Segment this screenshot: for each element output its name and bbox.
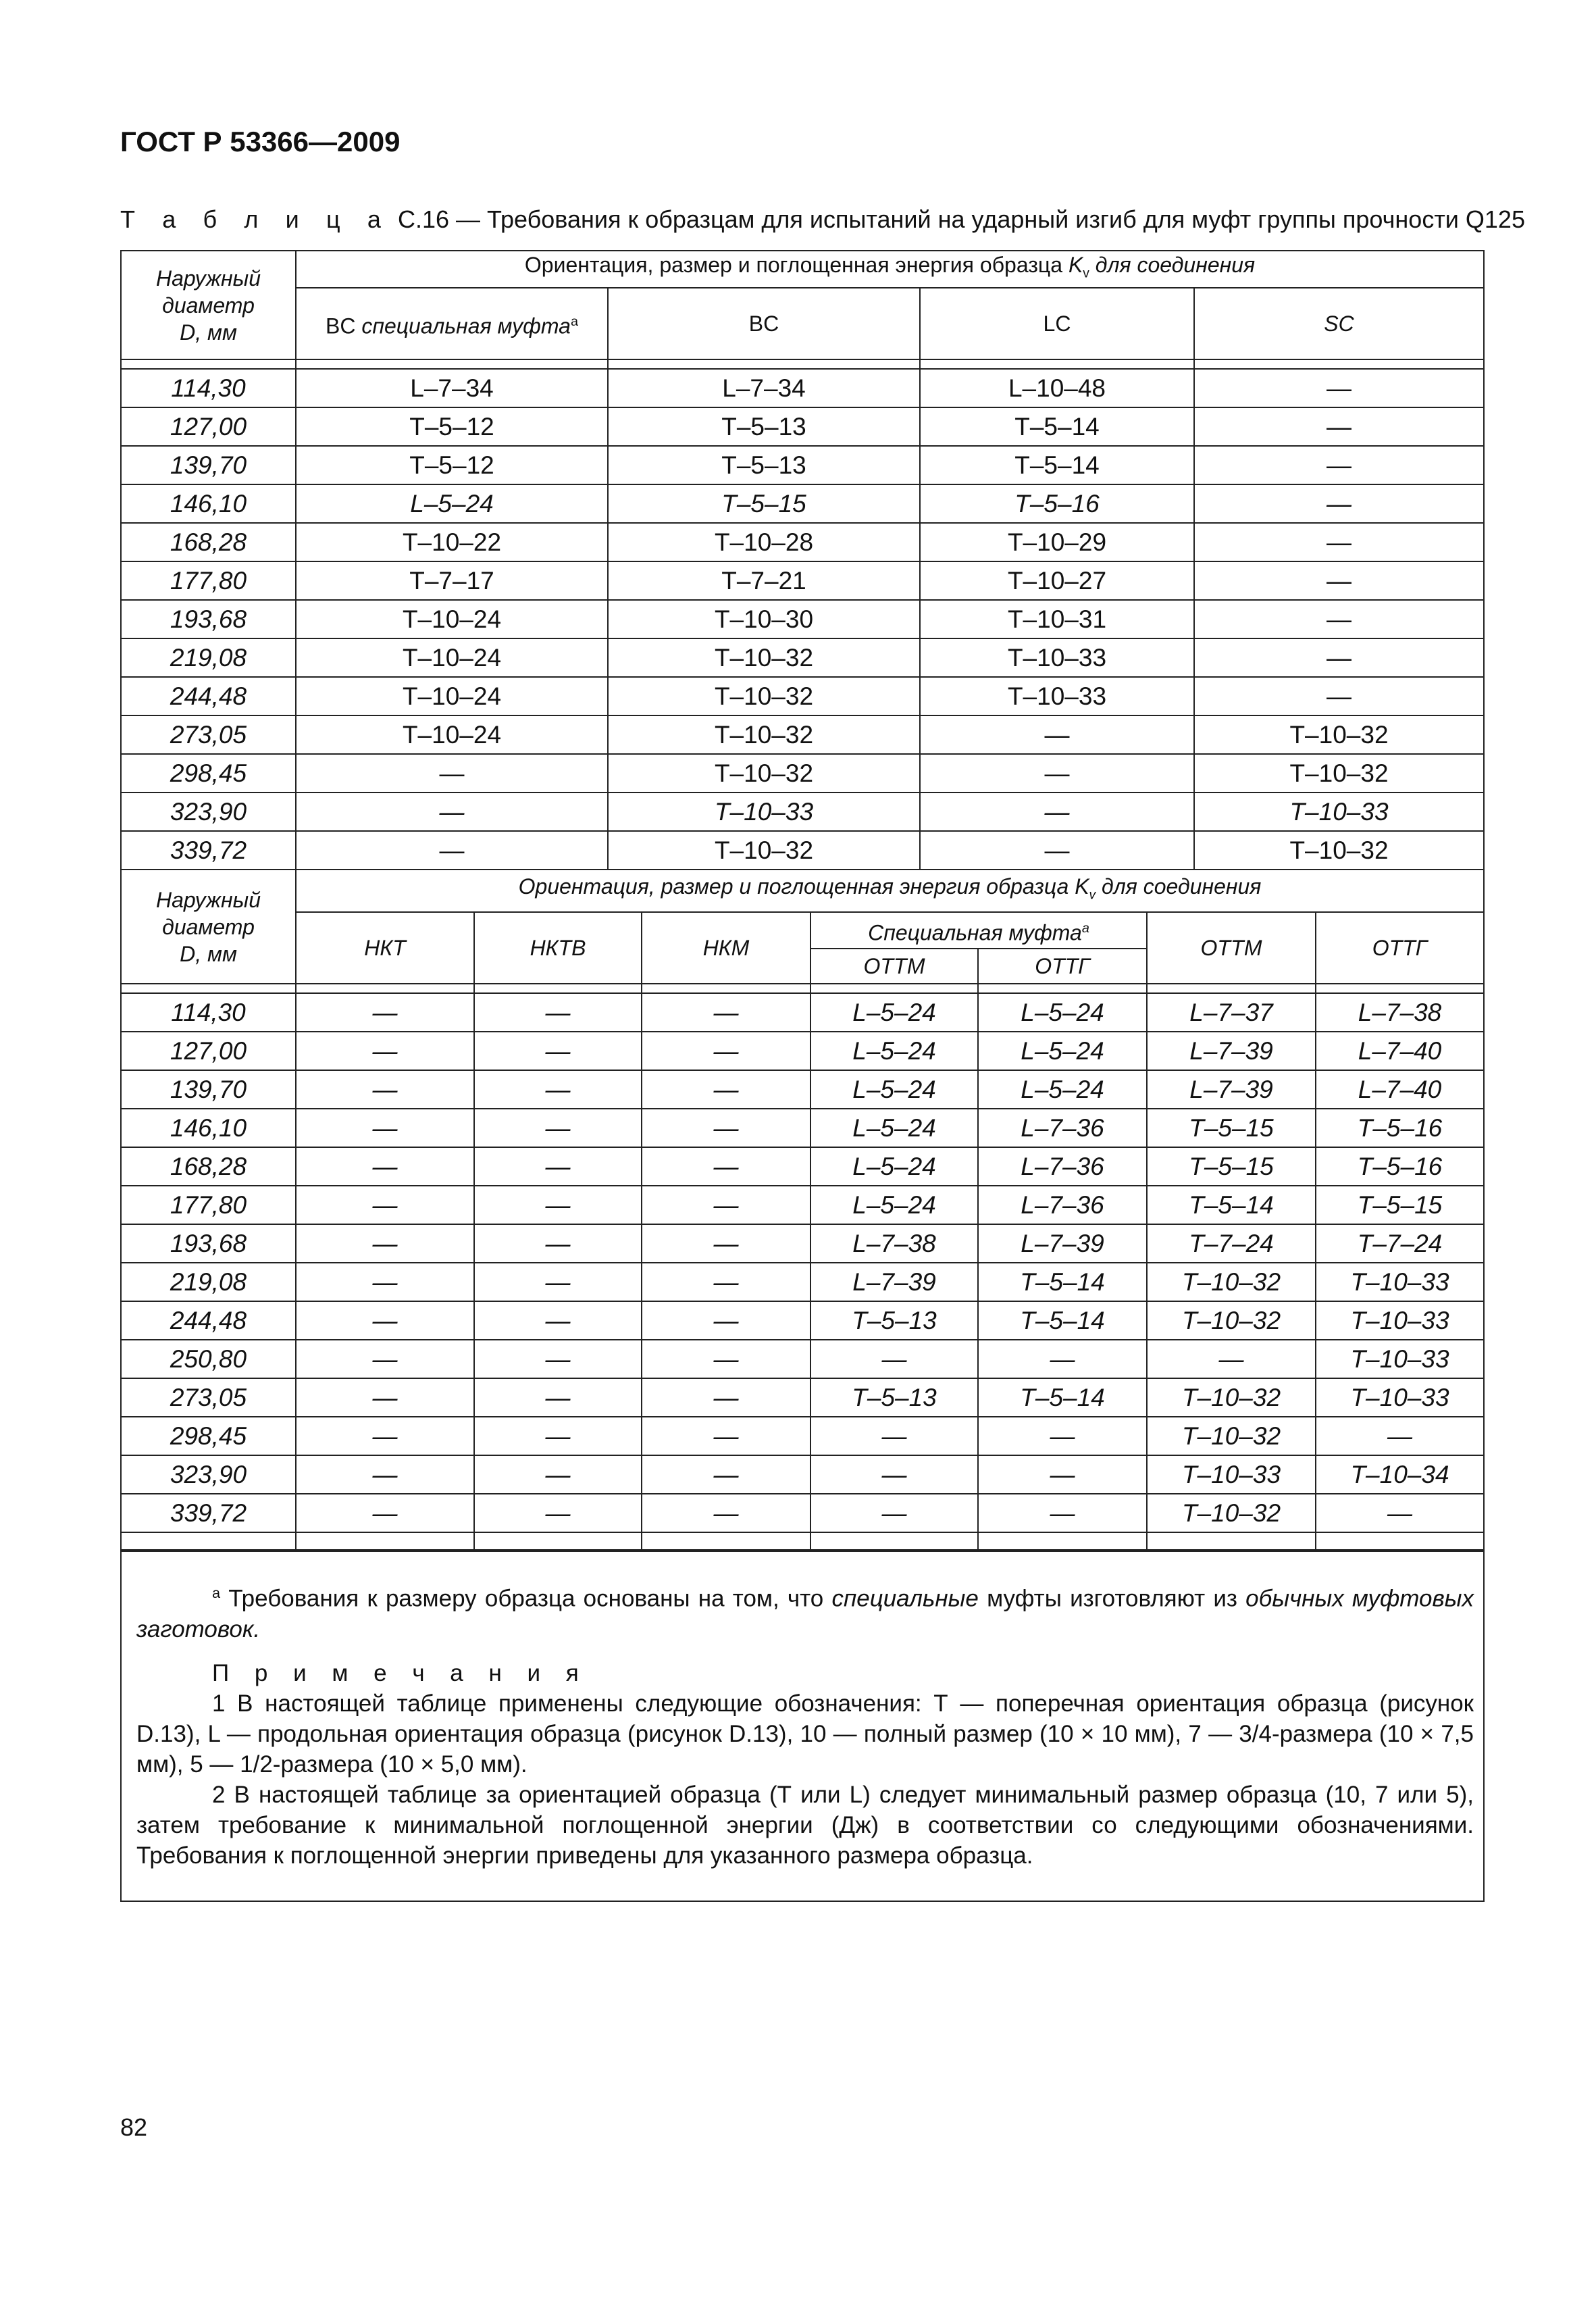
diameter-cell: 193,68 <box>122 1224 296 1263</box>
col-sc: SC <box>1194 288 1483 359</box>
value-cell: — <box>296 1263 474 1301</box>
diameter-header-2: Наружный диаметр D, мм <box>122 870 296 984</box>
value-cell: Т–10–32 <box>1147 1417 1316 1455</box>
value-cell: — <box>296 1417 474 1455</box>
value-cell: Т–5–13 <box>608 446 920 484</box>
value-cell: Т–7–21 <box>608 561 920 600</box>
value-cell: L–5–24 <box>810 1032 978 1070</box>
value-cell: L–7–34 <box>296 369 608 407</box>
value-cell: Т–10–24 <box>296 638 608 677</box>
table-row <box>122 831 1483 870</box>
value-cell: Т–5–12 <box>296 407 608 446</box>
value-cell: Т–7–24 <box>1147 1224 1316 1263</box>
col-lc: LC <box>920 288 1194 359</box>
table-frame <box>120 250 1485 1902</box>
value-cell: L–7–40 <box>1316 1070 1483 1109</box>
diameter-cell: 244,48 <box>122 1301 296 1340</box>
value-cell: Т–5–15 <box>1316 1186 1483 1224</box>
col-special-ottm: ОТТМ <box>810 949 978 984</box>
footnote-mark: a <box>212 1584 221 1601</box>
value-cell: — <box>474 1494 642 1532</box>
value-cell: — <box>296 1455 474 1494</box>
col-ottm: ОТТМ <box>1147 912 1316 984</box>
value-cell: Т–10–22 <box>296 523 608 561</box>
value-cell: L–7–39 <box>978 1224 1147 1263</box>
value-cell: — <box>296 1186 474 1224</box>
value-cell: Т–10–28 <box>608 523 920 561</box>
table-row <box>122 1186 1483 1224</box>
value-cell: L–5–24 <box>810 1186 978 1224</box>
value-cell: — <box>296 793 608 831</box>
value-cell: Т–10–32 <box>1194 831 1483 870</box>
value-cell: Т–5–13 <box>608 407 920 446</box>
value-cell: Т–10–32 <box>608 754 920 793</box>
table-row <box>122 1032 1483 1070</box>
value-cell: — <box>1194 446 1483 484</box>
footnote <box>136 1578 1474 1644</box>
value-cell: L–5–24 <box>978 1032 1147 1070</box>
col-nkm: НКМ <box>642 912 810 984</box>
table-row <box>122 677 1483 715</box>
diameter-cell: 339,72 <box>122 831 296 870</box>
value-cell: L–10–48 <box>920 369 1194 407</box>
diameter-cell: 168,28 <box>122 523 296 561</box>
value-cell: — <box>978 1417 1147 1455</box>
value-cell: L–5–24 <box>810 1070 978 1109</box>
value-cell: L–7–38 <box>810 1224 978 1263</box>
value-cell: — <box>642 1340 810 1378</box>
diameter-cell: 250,80 <box>122 1340 296 1378</box>
value-cell: Т–10–34 <box>1316 1455 1483 1494</box>
value-cell: L–5–24 <box>810 993 978 1032</box>
value-cell: Т–10–32 <box>608 638 920 677</box>
diameter-cell: 139,70 <box>122 446 296 484</box>
value-cell: L–7–40 <box>1316 1032 1483 1070</box>
value-cell: — <box>296 1032 474 1070</box>
value-cell: — <box>296 1378 474 1417</box>
diameter-header: Наружный диаметр D, мм <box>122 251 296 359</box>
special-label: Специальная муфта <box>868 920 1082 945</box>
value-cell: — <box>920 754 1194 793</box>
table-row <box>122 484 1483 523</box>
value-cell: L–5–24 <box>978 1070 1147 1109</box>
value-cell: — <box>474 1186 642 1224</box>
value-cell: Т–10–33 <box>1316 1301 1483 1340</box>
value-cell: — <box>810 1340 978 1378</box>
value-cell: Т–5–16 <box>1316 1109 1483 1147</box>
value-cell: — <box>642 1224 810 1263</box>
table-row <box>122 600 1483 638</box>
group-header-2: Ориентация, размер и поглощенная энергия образца $K_v$ для соединения <box>296 870 1483 912</box>
value-cell: — <box>642 1417 810 1455</box>
value-cell: — <box>474 1455 642 1494</box>
value-cell: Т–10–33 <box>1316 1378 1483 1417</box>
value-cell: — <box>296 1224 474 1263</box>
value-cell: — <box>642 1186 810 1224</box>
value-cell: — <box>642 1070 810 1109</box>
value-cell: Т–5–13 <box>810 1378 978 1417</box>
value-cell: — <box>642 993 810 1032</box>
value-cell: — <box>642 1494 810 1532</box>
value-cell: — <box>296 1340 474 1378</box>
value-cell: Т–10–32 <box>608 831 920 870</box>
table-row <box>122 1263 1483 1301</box>
diameter-cell: 244,48 <box>122 677 296 715</box>
diameter-cell: 298,45 <box>122 754 296 793</box>
value-cell: — <box>978 1340 1147 1378</box>
diameter-cell: 114,30 <box>122 993 296 1032</box>
diameter-cell: 273,05 <box>122 715 296 754</box>
value-cell: Т–5–13 <box>810 1301 978 1340</box>
table-upper <box>122 251 1483 870</box>
value-cell: — <box>474 1109 642 1147</box>
value-cell: Т–10–33 <box>1316 1340 1483 1378</box>
value-cell: L–7–34 <box>608 369 920 407</box>
diameter-cell: 219,08 <box>122 638 296 677</box>
value-cell: — <box>1194 484 1483 523</box>
value-cell: — <box>474 1378 642 1417</box>
value-cell: Т–5–16 <box>1316 1147 1483 1186</box>
value-cell: — <box>810 1417 978 1455</box>
value-cell: Т–10–24 <box>296 600 608 638</box>
value-cell: L–7–36 <box>978 1186 1147 1224</box>
value-cell: — <box>296 1147 474 1186</box>
value-cell: — <box>642 1378 810 1417</box>
diameter-cell: 146,10 <box>122 1109 296 1147</box>
value-cell: Т–5–14 <box>920 446 1194 484</box>
value-cell: Т–5–16 <box>920 484 1194 523</box>
value-cell: Т–10–33 <box>920 677 1194 715</box>
diameter-cell: 168,28 <box>122 1147 296 1186</box>
value-cell: — <box>642 1147 810 1186</box>
table-lower <box>122 870 1483 1551</box>
footnote-part2: муфты изготовляют из <box>978 1585 1246 1612</box>
table-row <box>122 1301 1483 1340</box>
value-cell: — <box>642 1455 810 1494</box>
col-nkt: НКТ <box>296 912 474 984</box>
value-cell: L–7–39 <box>1147 1032 1316 1070</box>
document-id: ГОСТ Р 53366—2009 <box>120 126 401 157</box>
table-row <box>122 1455 1483 1494</box>
diameter-cell: 273,05 <box>122 1378 296 1417</box>
col-bc-special: BC специальная муфта$^a$ <box>296 288 608 359</box>
value-cell: Т–10–29 <box>920 523 1194 561</box>
value-cell: L–7–38 <box>1316 993 1483 1032</box>
value-cell: Т–5–15 <box>608 484 920 523</box>
value-cell: Т–10–31 <box>920 600 1194 638</box>
table-row <box>122 993 1483 1032</box>
table-row <box>122 1340 1483 1378</box>
value-cell: L–7–36 <box>978 1147 1147 1186</box>
col-special-ottg: ОТТГ <box>978 949 1147 984</box>
value-cell: Т–10–27 <box>920 561 1194 600</box>
value-cell: — <box>474 1263 642 1301</box>
note-2: 2 В настоящей таблице за ориентацией образца (Т или L) следует минимальный размер образца (10, 7 или 5), затем требование к минимальной поглощенной энергии (Дж) в соответствии со следующими обозначениями. Требования к поглощенной энергии приведены для указанного размера образца. <box>136 1781 1474 1869</box>
value-cell: L–7–39 <box>1147 1070 1316 1109</box>
footnote-italic1: специальные <box>831 1585 979 1612</box>
value-cell: L–7–36 <box>978 1109 1147 1147</box>
table-row <box>122 523 1483 561</box>
value-cell: L–5–24 <box>810 1147 978 1186</box>
value-cell: Т–10–32 <box>1147 1378 1316 1417</box>
value-cell: — <box>642 1032 810 1070</box>
diameter-cell: 146,10 <box>122 484 296 523</box>
value-cell: — <box>1147 1340 1316 1378</box>
table-row <box>122 1494 1483 1532</box>
value-cell: Т–5–12 <box>296 446 608 484</box>
value-cell: — <box>296 1109 474 1147</box>
diameter-cell: 323,90 <box>122 793 296 831</box>
value-cell: Т–5–14 <box>978 1263 1147 1301</box>
diameter-cell: 193,68 <box>122 600 296 638</box>
table-row <box>122 407 1483 446</box>
value-cell: Т–10–30 <box>608 600 920 638</box>
value-cell: — <box>474 1417 642 1455</box>
col-bc: BC <box>608 288 920 359</box>
value-cell: Т–10–32 <box>1147 1301 1316 1340</box>
diameter-cell: 177,80 <box>122 1186 296 1224</box>
value-cell: — <box>978 1494 1147 1532</box>
value-cell: — <box>1316 1417 1483 1455</box>
value-cell: Т–10–33 <box>1147 1455 1316 1494</box>
diameter-cell: 114,30 <box>122 369 296 407</box>
diameter-cell: 219,08 <box>122 1263 296 1301</box>
value-cell: — <box>296 831 608 870</box>
value-cell: L–7–39 <box>810 1263 978 1301</box>
footnote-part1: Требования к размеру образца основаны на том, что <box>220 1585 832 1612</box>
value-cell: Т–10–32 <box>1147 1494 1316 1532</box>
value-cell: — <box>1194 561 1483 600</box>
value-cell: Т–5–15 <box>1147 1109 1316 1147</box>
value-cell: Т–10–32 <box>1194 754 1483 793</box>
value-cell: — <box>1194 407 1483 446</box>
value-cell: Т–10–33 <box>608 793 920 831</box>
table-row <box>122 1147 1483 1186</box>
footnote-italic2: обычных муфтовых заготовок. <box>136 1585 1474 1642</box>
note-1: 1 В настоящей таблице применены следующие обозначения: Т — поперечная ориентация образца (рисунок D.13), L — продольная ориентация образца (рисунок D.13), 10 — полный размер (10 × 10 мм), 7 — 3/4-размера (10 × 7,5 мм), 5 — 1/2-размера (10 × 5,0 мм). <box>136 1690 1474 1778</box>
value-cell: — <box>474 1301 642 1340</box>
value-cell: Т–10–24 <box>296 715 608 754</box>
table-row <box>122 754 1483 793</box>
table-caption <box>120 205 1525 234</box>
value-cell: — <box>1194 638 1483 677</box>
value-cell: — <box>642 1263 810 1301</box>
table-row <box>122 1224 1483 1263</box>
value-cell: — <box>474 1032 642 1070</box>
value-cell: L–5–24 <box>810 1109 978 1147</box>
value-cell: — <box>1194 677 1483 715</box>
value-cell: Т–10–24 <box>296 677 608 715</box>
value-cell: Т–5–15 <box>1147 1147 1316 1186</box>
value-cell: L–5–24 <box>978 993 1147 1032</box>
value-cell: — <box>810 1494 978 1532</box>
value-cell: — <box>920 793 1194 831</box>
value-cell: — <box>474 1224 642 1263</box>
value-cell: — <box>296 1494 474 1532</box>
value-cell: — <box>296 1301 474 1340</box>
diameter-cell: 177,80 <box>122 561 296 600</box>
table-row <box>122 1417 1483 1455</box>
value-cell: — <box>474 1340 642 1378</box>
caption-prefix: Т а б л и ц а <box>120 205 391 233</box>
value-cell: Т–7–24 <box>1316 1224 1483 1263</box>
value-cell: — <box>1194 600 1483 638</box>
value-cell: Т–5–14 <box>920 407 1194 446</box>
diameter-cell: 139,70 <box>122 1070 296 1109</box>
group-header: Ориентация, размер и поглощенная энергия образца $K_v$ для соединения <box>296 251 1483 288</box>
value-cell: Т–5–14 <box>978 1378 1147 1417</box>
value-cell: Т–7–17 <box>296 561 608 600</box>
table-row <box>122 1378 1483 1417</box>
value-cell: — <box>296 1070 474 1109</box>
value-cell: Т–10–32 <box>608 715 920 754</box>
col-ottg: ОТТГ <box>1316 912 1483 984</box>
table-row <box>122 638 1483 677</box>
value-cell: — <box>1194 369 1483 407</box>
value-cell: Т–10–33 <box>1316 1263 1483 1301</box>
value-cell: — <box>1194 523 1483 561</box>
value-cell: Т–10–33 <box>920 638 1194 677</box>
value-cell: Т–10–32 <box>1147 1263 1316 1301</box>
table-notes <box>122 1551 1483 1901</box>
value-cell: — <box>296 754 608 793</box>
col-nktv: НКТВ <box>474 912 642 984</box>
value-cell: — <box>920 831 1194 870</box>
value-cell: — <box>810 1455 978 1494</box>
diameter-cell: 298,45 <box>122 1417 296 1455</box>
notes-heading: П р и м е ч а н и я <box>212 1659 588 1686</box>
value-cell: — <box>474 1147 642 1186</box>
table-row <box>122 793 1483 831</box>
diameter-cell: 127,00 <box>122 1032 296 1070</box>
value-cell: L–5–24 <box>296 484 608 523</box>
value-cell: Т–5–14 <box>1147 1186 1316 1224</box>
value-cell: — <box>296 993 474 1032</box>
table-row <box>122 1109 1483 1147</box>
value-cell: — <box>474 1070 642 1109</box>
table-row <box>122 369 1483 407</box>
value-cell: Т–10–32 <box>1194 715 1483 754</box>
value-cell: — <box>978 1455 1147 1494</box>
value-cell: Т–5–14 <box>978 1301 1147 1340</box>
value-cell: Т–10–33 <box>1194 793 1483 831</box>
diameter-cell: 323,90 <box>122 1455 296 1494</box>
value-cell: Т–10–32 <box>608 677 920 715</box>
caption-text: С.16 — Требования к образцам для испытаний на ударный изгиб для муфт группы прочности Q125 <box>390 205 1525 233</box>
diameter-cell: 127,00 <box>122 407 296 446</box>
value-cell: — <box>474 993 642 1032</box>
table-row <box>122 561 1483 600</box>
table-row <box>122 1070 1483 1109</box>
value-cell: — <box>1316 1494 1483 1532</box>
value-cell: L–7–37 <box>1147 993 1316 1032</box>
table-row <box>122 715 1483 754</box>
value-cell: — <box>642 1109 810 1147</box>
table-row <box>122 446 1483 484</box>
page-number: 82 <box>120 2113 148 2141</box>
col-special: Специальная муфта$^a$ <box>810 912 1147 949</box>
value-cell: — <box>642 1301 810 1340</box>
diameter-cell: 339,72 <box>122 1494 296 1532</box>
value-cell: — <box>920 715 1194 754</box>
